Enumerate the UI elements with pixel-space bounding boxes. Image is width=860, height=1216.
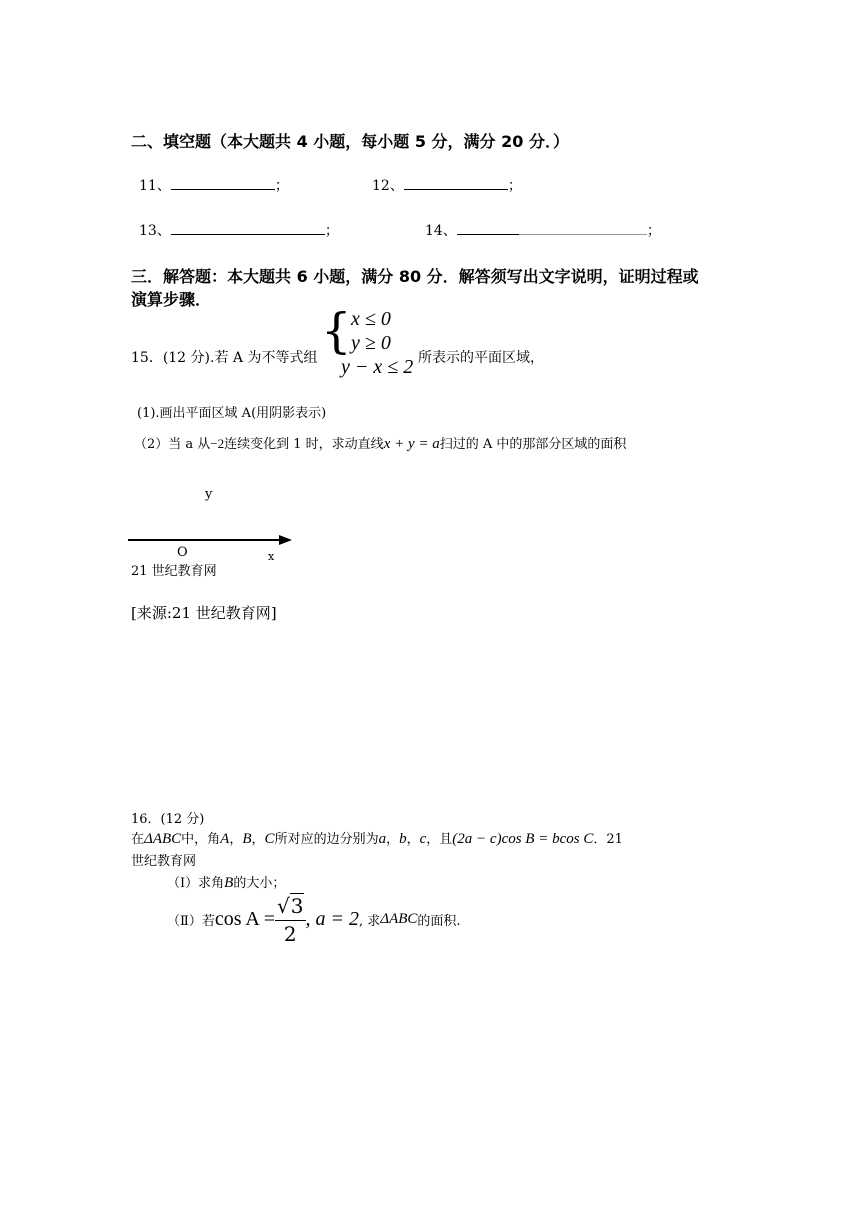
sqrt3-over-2 (275, 892, 305, 947)
answer-line-11 (171, 175, 275, 190)
q16-text-b: 中，角 (181, 832, 221, 847)
triangle-abc: ΔABC (380, 911, 418, 927)
source-note: [来源:21 世纪教育网] (131, 604, 277, 622)
q16-part1-a: （Ⅰ）求角 (167, 876, 225, 891)
q16-part1-b: 的大小； (233, 876, 286, 891)
answer-line-12 (404, 175, 508, 190)
blank-14 (425, 220, 661, 240)
comma: ， (229, 832, 243, 847)
q16-text-a: 在 (131, 832, 145, 847)
blank-11 (139, 175, 289, 195)
blank-12 (372, 175, 522, 195)
semicolon: ； (507, 178, 522, 194)
q15-suffix: 所表示的平面区域， (418, 350, 544, 366)
inequality-3: y − x ≤ 2 (341, 356, 414, 378)
section2-heading: 二、填空题（本大题共 4 小题，每小题 5 分，满分 20 分．） (131, 132, 569, 151)
q16-line1 (131, 828, 623, 848)
angle-b: B (242, 831, 252, 847)
q15-part2-c: 扫过的 A 中的那部分区域的面积 (439, 437, 627, 452)
q14-label: 14、 (425, 223, 457, 239)
axis-y-label: y (205, 487, 213, 502)
q15-part2-b: 连续变化到 1 时，求动直线 (224, 437, 384, 452)
blank-13 (139, 220, 339, 240)
angle-a: A (220, 831, 230, 847)
q16-part1 (167, 872, 285, 892)
condition-equation: (2a − c)cos B = bcos C (452, 831, 594, 847)
answer-line-13 (171, 220, 325, 235)
side-c: c (419, 831, 427, 847)
side-b: b (399, 831, 407, 847)
fraction-denominator: 2 (283, 922, 297, 946)
answer-line-14a (457, 220, 519, 235)
inequality-1: x ≤ 0 (351, 308, 391, 330)
q13-label: 13、 (139, 223, 171, 239)
q15-part2 (134, 433, 626, 453)
q12-label: 12、 (372, 178, 404, 194)
q15-part1: (1).画出平面区域 A(用阴影表示) (137, 406, 327, 421)
semicolon: ； (324, 223, 339, 239)
watermark-text: 21 世纪教育网 (131, 564, 217, 579)
q16-line2: 世纪教育网 (131, 854, 197, 869)
x-axis-arrow (128, 534, 292, 546)
q15-prefix: 15．(12 分).若 A 为不等式组 (131, 350, 318, 366)
semicolon: ； (646, 223, 661, 239)
angle-b: B (224, 875, 234, 891)
q16-part2 (167, 892, 461, 947)
section3-heading-line1: 三．解答题：本大题共 6 小题，满分 80 分．解答须写出文字说明，证明过程或 (131, 267, 699, 286)
angle-c: C (264, 831, 275, 847)
system-brace: { (321, 303, 352, 359)
q16-part2-c: 的面积. (417, 914, 461, 929)
section3-heading-line2: 演算步骤． (131, 290, 212, 309)
q16-header: 16．(12 分) (131, 812, 205, 827)
comma: ， (386, 832, 400, 847)
comma: ， (251, 832, 265, 847)
sqrt-radicand: 3 (290, 894, 304, 918)
axis-origin-label: O (177, 545, 188, 560)
line-equation: x + y = a (383, 436, 440, 452)
fraction-numerator: √3 (275, 892, 305, 921)
comma: ， (406, 832, 420, 847)
semicolon: ； (274, 178, 289, 194)
q15-part2-a: （2）当 a 从 (134, 437, 211, 452)
triangle-abc: ΔABC (144, 831, 182, 847)
answer-line-14b (519, 220, 647, 235)
q16-text-c: 所对应的边分别为 (274, 832, 379, 847)
q15-part2-val: −2 (210, 436, 225, 451)
q11-label: 11、 (139, 178, 171, 194)
inequality-2: y ≥ 0 (351, 332, 391, 354)
q16-part2-a: （Ⅱ）若 (167, 914, 215, 929)
q16-part2-b: , 求 (359, 914, 381, 929)
axis-x-label: x (268, 550, 275, 563)
a-equals-2: , a = 2 (305, 908, 360, 930)
cos-a-expression: cos A = (214, 908, 276, 930)
q16-text-e: ．21 (593, 832, 623, 847)
q16-text-d: ，且 (426, 832, 453, 847)
side-a: a (378, 831, 387, 847)
